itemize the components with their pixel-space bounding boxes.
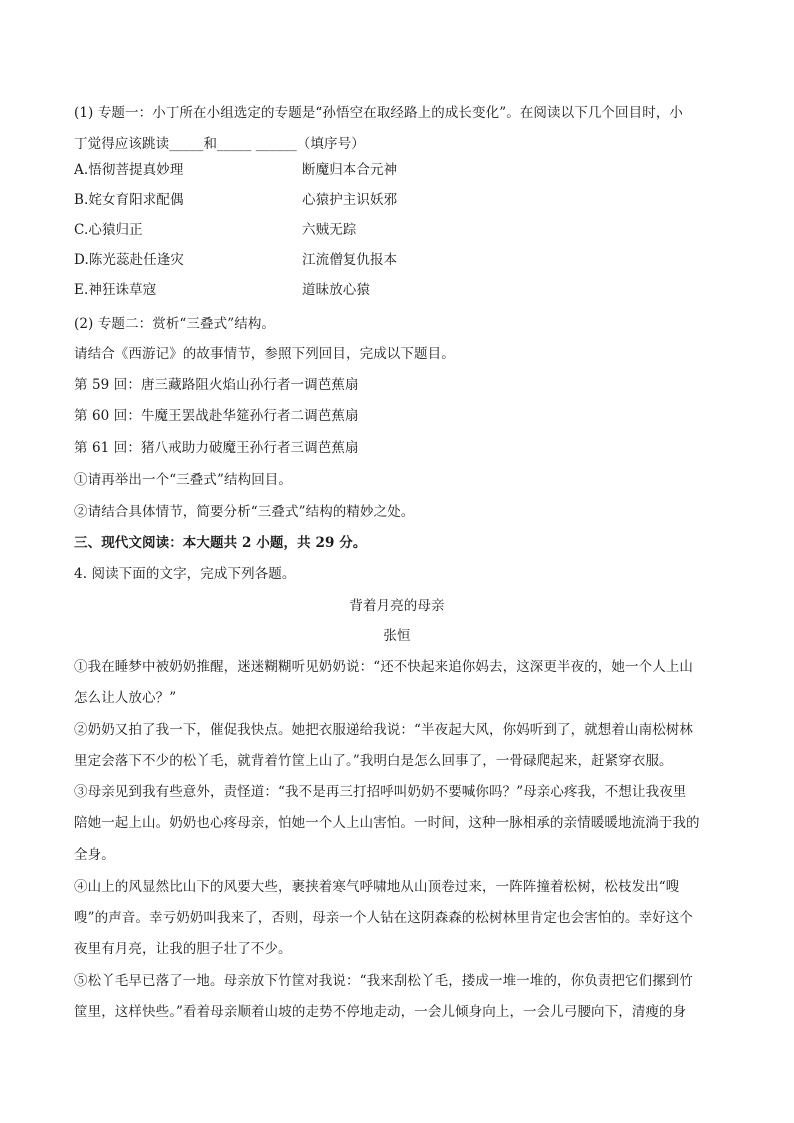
option-e-right: 道昧放心猿 xyxy=(302,282,370,298)
option-e xyxy=(74,282,724,298)
option-c-right: 六贼无踪 xyxy=(302,222,357,238)
q2-sub-2: ②请结合具体情节，简要分析“三叠式”结构的精妙之处。 xyxy=(74,504,415,520)
option-d-left: D.陈光蕊赴任逢灾 xyxy=(74,252,185,268)
article-line: ③母亲见到我有些意外，责怪道：“我不是再三打招呼叫奶奶不要喊你吗？”母亲心疼我，不想让我夜里 xyxy=(74,784,687,800)
article-line: 筐里，这样快些。”看着母亲顺着山坡的走势不停地走动，一会儿倾身向上，一会儿弓腰向下，清瘦的身 xyxy=(74,1004,687,1020)
article-line: ②奶奶又拍了我一下，催促我快点。她把衣服递给我说：“半夜起大风，你妈听到了，就想着山南松树林 xyxy=(74,722,693,738)
q2-intro: 请结合《西游记》的故事情节，参照下列回目，完成以下题目。 xyxy=(74,346,455,362)
q1-line-2: 丁觉得应该跳读_____和_____ ______（填序号） xyxy=(74,136,365,152)
section-3-heading: 三、现代文阅读：本大题共 2 小题，共 29 分。 xyxy=(74,535,367,551)
article-line: ①我在睡梦中被奶奶推醒，迷迷糊糊听见奶奶说：“还不快起来追你妈去，这深更半夜的，她一个人上山 xyxy=(74,659,693,675)
option-a-left: A.悟彻菩提真妙理 xyxy=(74,162,184,178)
q2-title: (2) 专题二：赏析“三叠式”结构。 xyxy=(74,316,276,332)
article-line: ④山上的风显然比山下的风要大些，裹挟着寒气呼啸地从山顶卷过来，一阵阵撞着松树，松枝发出“嗖 xyxy=(74,879,680,895)
q1-line-1: (1) 专题一：小丁所在小组选定的专题是“孙悟空在取经路上的成长变化”。在阅读以下几个回目时，小 xyxy=(74,105,684,121)
article-line: 怎么让人放心？” xyxy=(74,690,177,706)
option-c-left: C.心猿归正 xyxy=(74,222,143,238)
article-line: ⑤松丫毛早已落了一地。母亲放下竹筐对我说：“我来刮松丫毛，搂成一堆一堆的，你负责把它们摞到竹 xyxy=(74,973,693,989)
article-title: 背着月亮的母亲 xyxy=(349,598,445,614)
article-author: 张恒 xyxy=(383,628,411,644)
chapter-60: 第 60 回：牛魔王罢战赴华筵孙行者二调芭蕉扇 xyxy=(74,408,359,424)
option-d xyxy=(74,252,724,268)
chapter-61: 第 61 回：猪八戒助力破魔王孙行者三调芭蕉扇 xyxy=(74,440,359,456)
option-d-right: 江流僧复仇报本 xyxy=(302,252,398,268)
article-line: 夜里有月亮，让我的胆子壮了不少。 xyxy=(74,941,292,957)
article-line: 全身。 xyxy=(74,847,115,863)
article-line: 陪她一起上山。奶奶也心疼母亲，怕她一个人上山害怕。一时间，这种一脉相承的亲情暖暖地流淌于我的 xyxy=(74,815,700,831)
q4-prompt: 4. 阅读下面的文字，完成下列各题。 xyxy=(74,566,296,582)
q2-sub-1: ①请再举出一个“三叠式”结构回目。 xyxy=(74,472,293,488)
option-b-right: 心猿护主识妖邪 xyxy=(302,192,398,208)
option-a-right: 断魔归本合元神 xyxy=(302,162,398,178)
chapter-59: 第 59 回：唐三藏路阻火焰山孙行者一调芭蕉扇 xyxy=(74,377,359,393)
option-a xyxy=(74,162,724,178)
article-line: 里定会落下不少的松丫毛，就背着竹筐上山了。”我明白是怎么回事了，一骨碌爬起来，赶紧穿衣服。 xyxy=(74,753,673,769)
option-e-left: E.神狂诛草寇 xyxy=(74,282,157,298)
option-b xyxy=(74,192,724,208)
article-line: 嗖”的声音。幸亏奶奶叫我来了，否则，母亲一个人钻在这阴森森的松树林里肯定也会害怕的。幸好这个 xyxy=(74,910,693,926)
option-b-left: B.姹女育阳求配偶 xyxy=(74,192,184,208)
option-c xyxy=(74,222,724,238)
